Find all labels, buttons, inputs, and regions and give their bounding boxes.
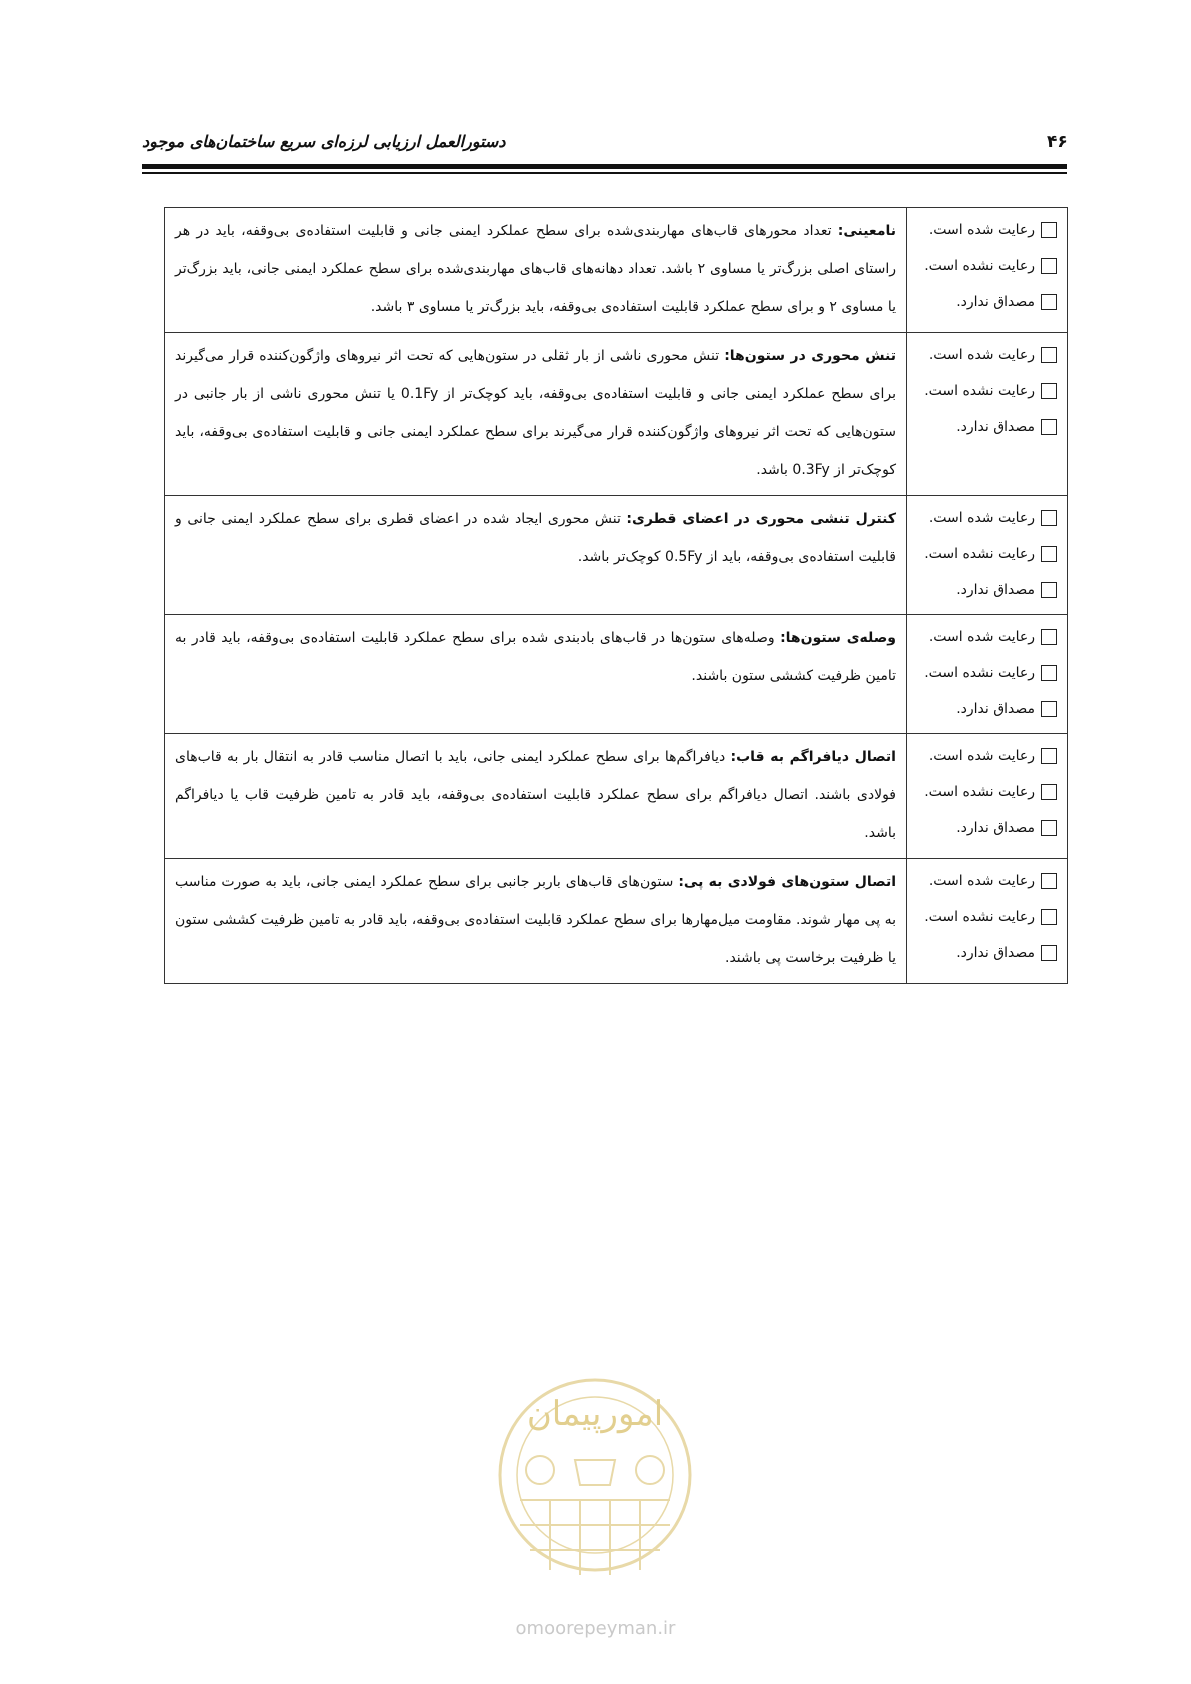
checkbox-label: رعایت شده است.: [928, 748, 1035, 764]
observed-checkbox[interactable]: [917, 619, 1057, 655]
options-cell: [907, 615, 1068, 734]
checkbox-label: رعایت شده است.: [928, 347, 1035, 363]
checkbox-label: مصداق ندارد.: [956, 820, 1035, 836]
checkbox-square-icon[interactable]: [1041, 510, 1057, 526]
watermark-logo-text: امورپیمان: [526, 1394, 664, 1434]
observed-checkbox[interactable]: [917, 212, 1057, 248]
observed-checkbox[interactable]: [917, 337, 1057, 373]
checkbox-square-icon[interactable]: [1041, 873, 1057, 889]
options-cell: [907, 859, 1068, 984]
checkbox-square-icon[interactable]: [1041, 909, 1057, 925]
criterion-body: تنش محوری ایجاد شده در اعضای قطری برای سطح عملکرد ایمنی جانی و قابلیت استفاده‌ی بی‌وقفه، باید از 0.5Fy کوچک‌تر باشد.: [175, 511, 896, 565]
checkbox-label: مصداق ندارد.: [956, 701, 1035, 717]
criterion-term: اتصال ستون‌های فولادی به پی:: [678, 874, 896, 890]
options-cell: [907, 496, 1068, 615]
checkbox-square-icon[interactable]: [1041, 222, 1057, 238]
checkbox-label: رعایت شده است.: [928, 629, 1035, 645]
checklist-row: [165, 496, 1068, 615]
checkbox-square-icon[interactable]: [1041, 820, 1057, 836]
criterion-body: تنش محوری ناشی از بار ثقلی در ستون‌هایی که تحت اثر نیروهای واژگون‌کننده قرار می‌گیرند برای سطح عملکرد ایمنی جانی و قابلیت استفاده‌ی بی‌وقفه، باید کوچک‌تر از 0.1Fy یا تنش محوری ناشی از بار جانبی در ستون‌هایی که تحت اثر نیروهای واژگون‌کننده قرار می‌گیرند برای سطح عملکرد ایمنی جانی و قابلیت استفاده‌ی بی‌وقفه، باید کوچک‌تر از 0.3Fy باشد.: [175, 348, 897, 478]
checkbox-label: مصداق ندارد.: [956, 294, 1035, 310]
criterion-term: تنش محوری در ستون‌ها:: [724, 348, 896, 364]
checklist-row: [165, 208, 1068, 333]
criterion-term: کنترل تنشی محوری در اعضای قطری:: [626, 511, 896, 527]
checkbox-square-icon[interactable]: [1041, 784, 1057, 800]
criterion-term: نامعینی:: [837, 223, 896, 239]
checklist-row: [165, 615, 1068, 734]
checklist-row: [165, 333, 1068, 496]
checkbox-label: رعایت شده است.: [928, 222, 1035, 238]
criterion-body: تعداد محورهای قاب‌های مهاربندی‌شده برای سطح عملکرد ایمنی جانی و قابلیت استفاده‌ی بی‌وقفه، باید در هر راستای اصلی بزرگ‌تر یا مساوی ۲ باشد. تعداد دهانه‌های قاب‌های مهاربندی‌شده برای سطح عملکرد ایمنی جانی، باید بزرگ‌تر یا مساوی ۲ و برای سطح عملکرد قابلیت استفاده‌ی بی‌وقفه، باید بزرگ‌تر یا مساوی ۳ باشد.: [175, 223, 896, 315]
checkbox-label: مصداق ندارد.: [956, 582, 1035, 598]
criterion-text: [165, 333, 907, 496]
criterion-body: وصله‌های ستون‌ها در قاب‌های بادبندی شده برای سطح عملکرد قابلیت استفاده‌ی بی‌وقفه، باید قادر به تامین ظرفیت کششی ستون باشند.: [175, 630, 896, 684]
checkbox-square-icon[interactable]: [1041, 258, 1057, 274]
options-cell: [907, 208, 1068, 333]
criterion-text: [165, 496, 907, 615]
criterion-text: [165, 859, 907, 984]
criterion-body: ستون‌های قاب‌های باربر جانبی برای سطح عملکرد ایمنی جانی، باید به صورت مناسب به پی مهار شوند. مقاومت میل‌مهارها برای سطح عملکرد قابلیت استفاده‌ی بی‌وقفه، باید قادر به تامین ظرفیت کششی ستون یا ظرفیت برخاست پی باشند.: [175, 874, 896, 966]
checkbox-square-icon[interactable]: [1041, 383, 1057, 399]
page-header: [142, 130, 1067, 170]
not-applicable-checkbox[interactable]: [917, 810, 1057, 846]
not-applicable-checkbox[interactable]: [917, 409, 1057, 445]
observed-checkbox[interactable]: [917, 738, 1057, 774]
watermark-url: omoorepeyman.ir: [515, 1618, 676, 1639]
not-observed-checkbox[interactable]: [917, 655, 1057, 691]
observed-checkbox[interactable]: [917, 863, 1057, 899]
criterion-text: [165, 208, 907, 333]
not-observed-checkbox[interactable]: [917, 774, 1057, 810]
options-cell: [907, 734, 1068, 859]
checkbox-label: رعایت نشده است.: [924, 383, 1035, 399]
checkbox-square-icon[interactable]: [1041, 347, 1057, 363]
not-applicable-checkbox[interactable]: [917, 691, 1057, 727]
checkbox-label: رعایت نشده است.: [924, 665, 1035, 681]
checklist-table: [164, 207, 1068, 984]
options-cell: [907, 333, 1068, 496]
observed-checkbox[interactable]: [917, 500, 1057, 536]
criterion-text: [165, 734, 907, 859]
checkbox-label: رعایت نشده است.: [924, 784, 1035, 800]
checklist-row: [165, 859, 1068, 984]
criterion-text: [165, 615, 907, 734]
not-observed-checkbox[interactable]: [917, 373, 1057, 409]
not-observed-checkbox[interactable]: [917, 248, 1057, 284]
checkbox-square-icon[interactable]: [1041, 629, 1057, 645]
checkbox-label: رعایت نشده است.: [924, 909, 1035, 925]
not-applicable-checkbox[interactable]: [917, 935, 1057, 971]
checkbox-square-icon[interactable]: [1041, 294, 1057, 310]
checkbox-label: مصداق ندارد.: [956, 945, 1035, 961]
checkbox-square-icon[interactable]: [1041, 665, 1057, 681]
header-rule-thick: [142, 164, 1067, 169]
not-applicable-checkbox[interactable]: [917, 572, 1057, 608]
checkbox-label: مصداق ندارد.: [956, 419, 1035, 435]
checkbox-square-icon[interactable]: [1041, 945, 1057, 961]
criterion-body: دیافراگم‌ها برای سطح عملکرد ایمنی جانی، باید با اتصال مناسب قادر به انتقال بار به قاب‌های فولادی باشند. اتصال دیافراگم برای سطح عملکرد قابلیت استفاده‌ی بی‌وقفه، باید قادر به تامین ظرفیت قاب یا دیافراگم باشد.: [175, 749, 896, 841]
checkbox-square-icon[interactable]: [1041, 701, 1057, 717]
page-number: ۴۶: [1047, 132, 1068, 152]
checkbox-square-icon[interactable]: [1041, 582, 1057, 598]
watermark-logo: [480, 1350, 710, 1610]
checkbox-square-icon[interactable]: [1041, 546, 1057, 562]
not-applicable-checkbox[interactable]: [917, 284, 1057, 320]
checklist-row: [165, 734, 1068, 859]
header-rule-thin: [142, 172, 1067, 174]
checkbox-label: رعایت نشده است.: [924, 258, 1035, 274]
checkbox-square-icon[interactable]: [1041, 419, 1057, 435]
not-observed-checkbox[interactable]: [917, 536, 1057, 572]
checkbox-label: رعایت نشده است.: [924, 546, 1035, 562]
not-observed-checkbox[interactable]: [917, 899, 1057, 935]
criterion-term: اتصال دیافراگم به قاب:: [730, 749, 896, 765]
checkbox-label: رعایت شده است.: [928, 510, 1035, 526]
checkbox-square-icon[interactable]: [1041, 748, 1057, 764]
checkbox-label: رعایت شده است.: [928, 873, 1035, 889]
running-title: دستورالعمل ارزیابی لرزه‌ای سریع ساختمان‌های موجود: [142, 132, 506, 151]
criterion-term: وصله‌ی ستون‌ها:: [780, 630, 896, 646]
